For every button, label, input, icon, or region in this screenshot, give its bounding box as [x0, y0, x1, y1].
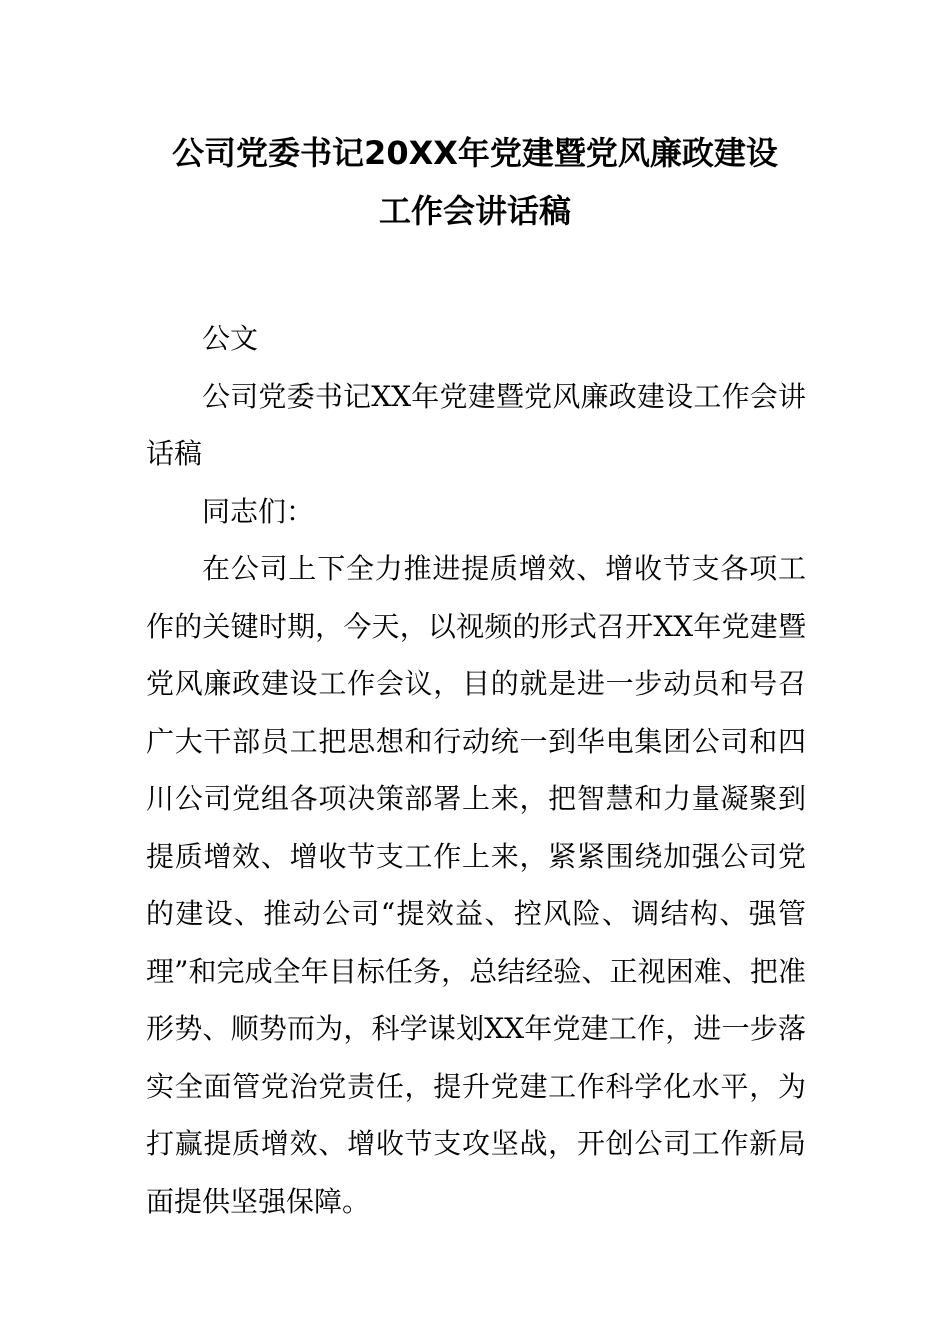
subtitle-paragraph: 公司党委书记XX年党建暨党风廉政建设工作会讲话稿 [146, 379, 806, 470]
document-body [146, 310, 806, 1230]
document-title [120, 124, 830, 240]
body-paragraph: 在公司上下全力推进提质增效、增收节支各项工作的关键时期，今天，以视频的形式召开XX年党建暨党风廉政建设工作会议，目的就是进一步动员和号召广大干部员工把思想和行动统一到华电集团公司和四川公司党组各项决策部署上来，把智慧和力量凝聚到提质增效、增收节支工作上来，紧紧围绕加强公司党的建设、推动公司“提效益、控风险、调结构、强管理”和完成全年目标任务，总结经验、正视困难、把准形势、顺势而为，科学谋划XX年党建工作，进一步落实全面管党治党责任，提升党建工作科学化水平，为打赢提质增效、增收节支攻坚战，开创公司工作新局面提供坚强保障。 [146, 552, 806, 1218]
title-line-1: 公司党委书记20XX年党建暨党风廉政建设 [172, 134, 778, 172]
title-line-2: 工作会讲话稿 [378, 192, 571, 230]
salutation: 同志们： [202, 494, 315, 528]
doc-type-label: 公文 [202, 322, 259, 355]
